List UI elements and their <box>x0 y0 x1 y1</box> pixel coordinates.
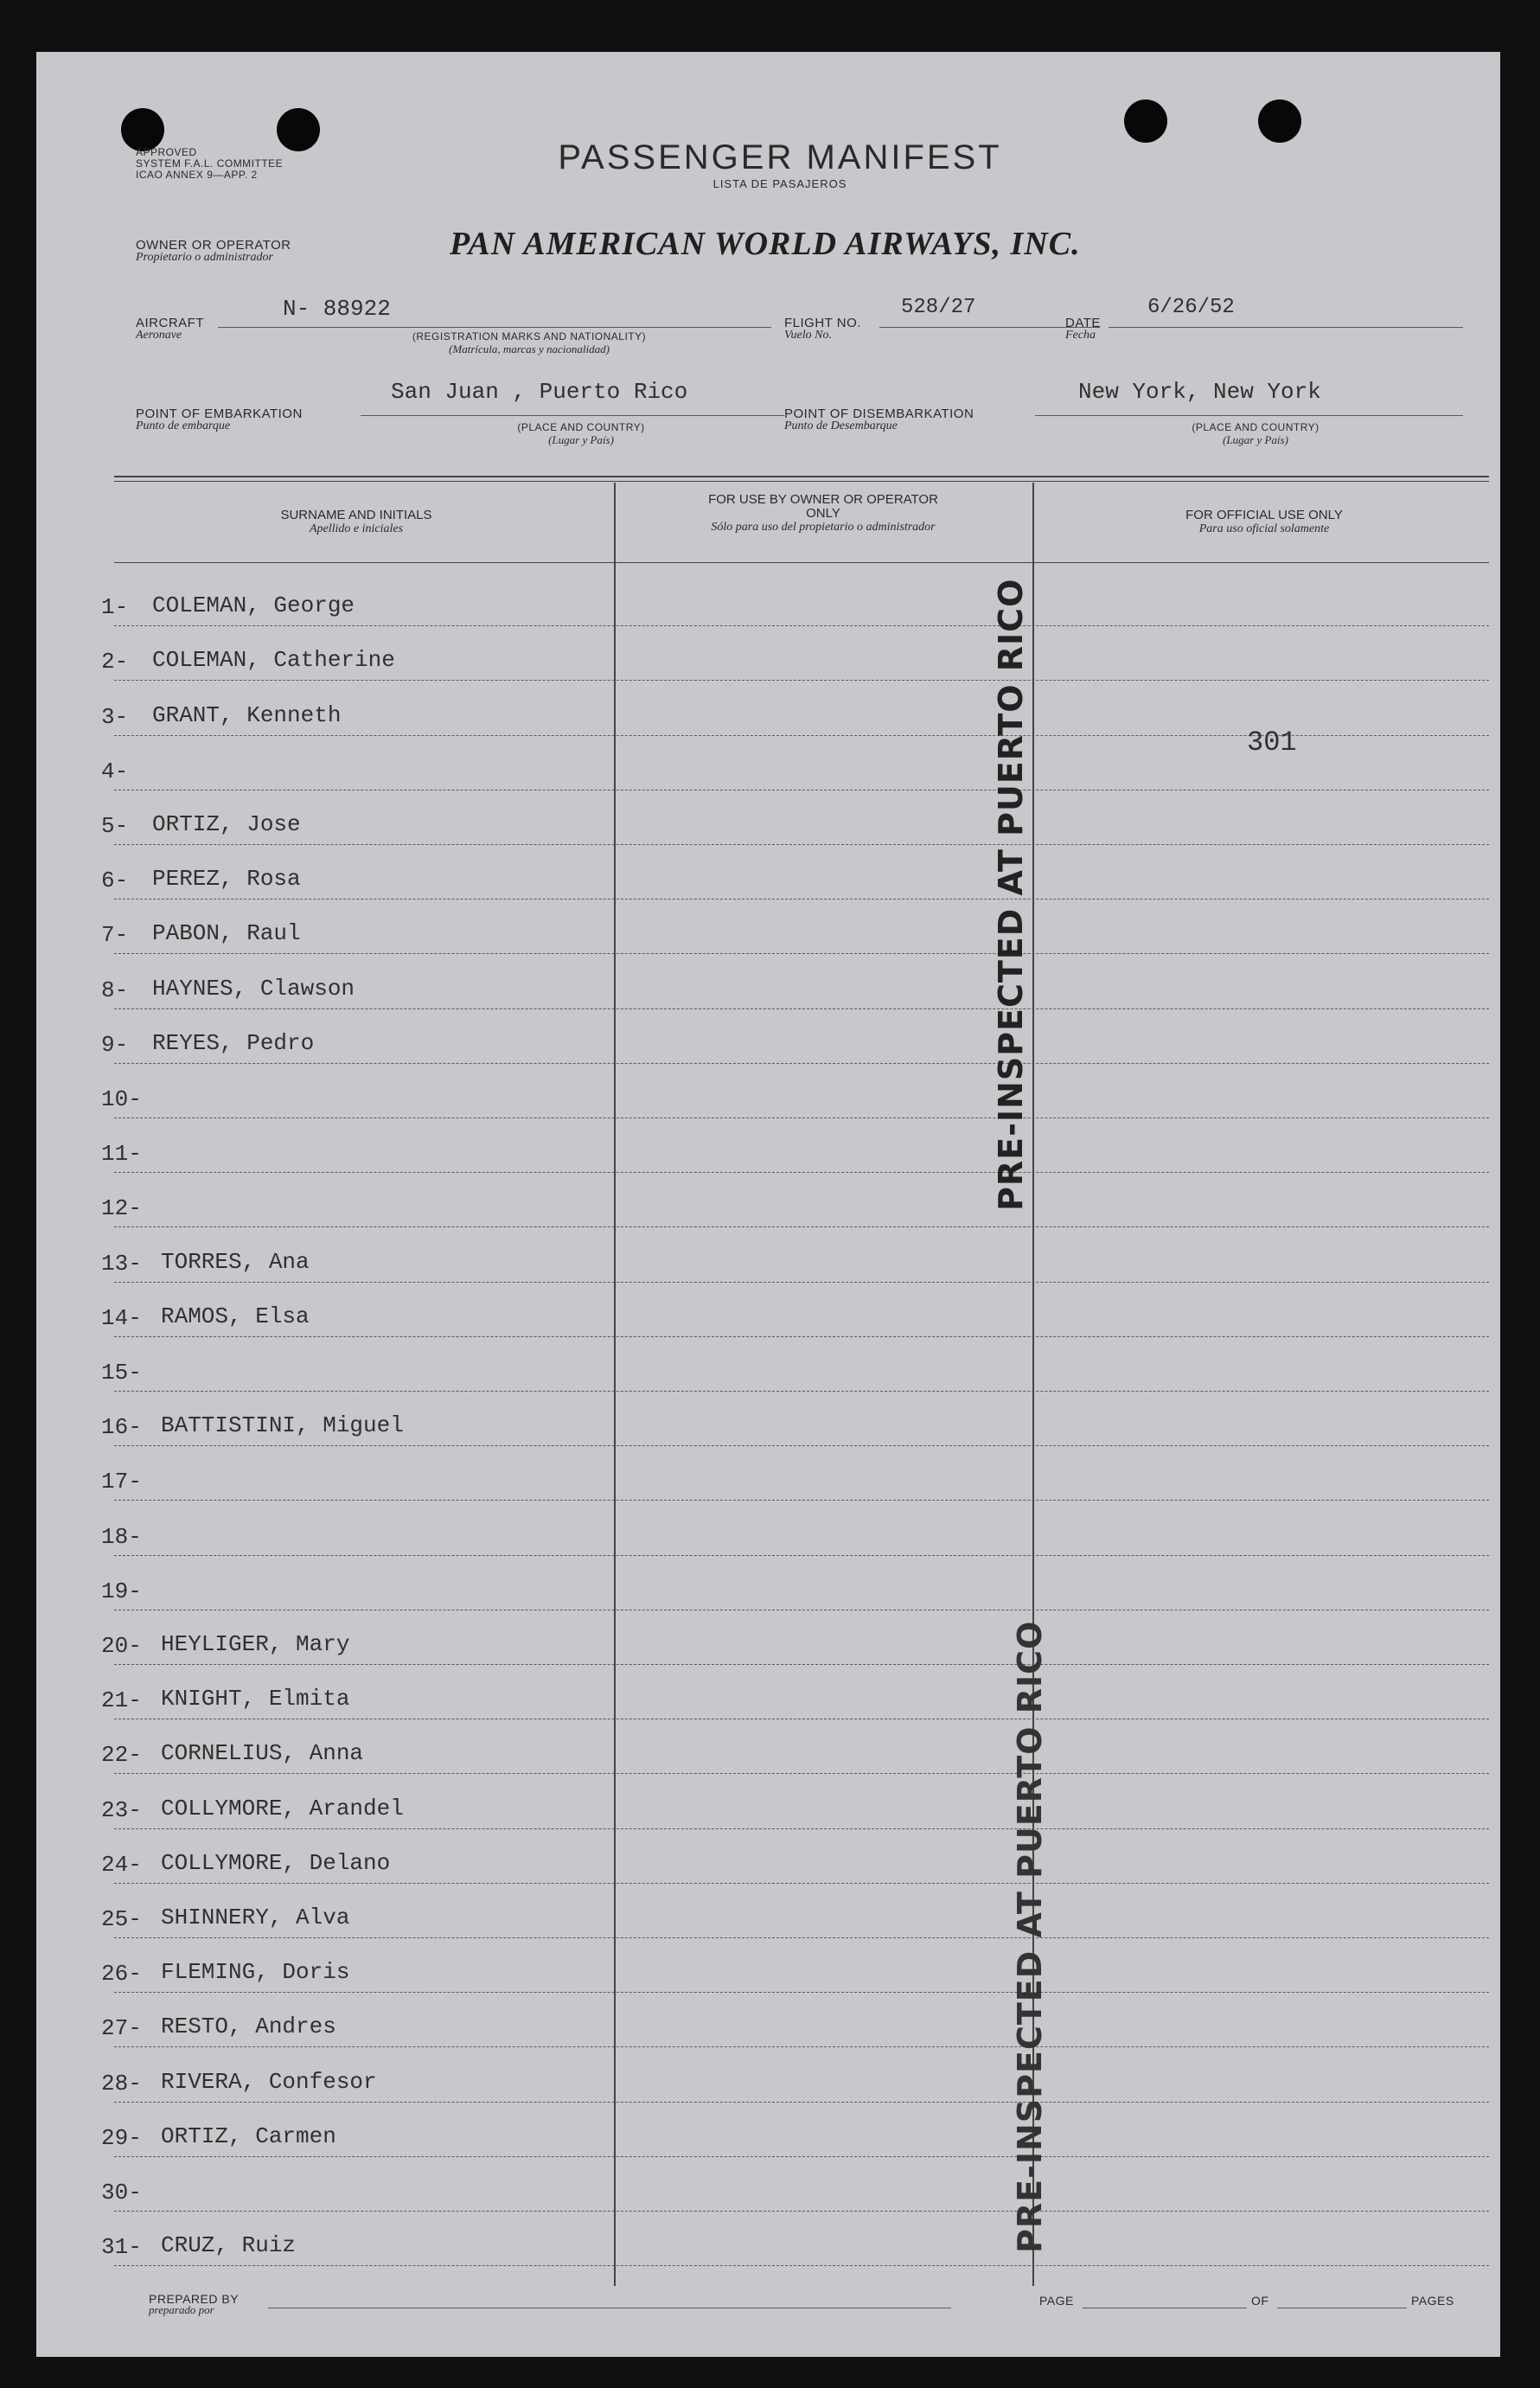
row-number: 8- <box>101 976 129 1003</box>
row-number: 19- <box>101 1578 142 1604</box>
column-header-official <box>1109 509 1420 536</box>
date-value: 6/26/52 <box>1147 296 1235 319</box>
column-header-text: SURNAME AND INITIALS <box>280 508 432 522</box>
table-top-rule-inner <box>114 481 1489 482</box>
row-number: 7- <box>101 922 129 949</box>
pages-label: PAGES <box>1411 2294 1454 2308</box>
page-title: PASSENGER MANIFEST <box>558 138 1002 176</box>
row-number: 28- <box>101 2070 142 2097</box>
row-number: 26- <box>101 1961 142 1988</box>
column-header-owner-use <box>693 493 953 535</box>
column-header-es: Apellido e iniciales <box>309 522 404 535</box>
column-header-text: FOR OFFICIAL USE ONLY <box>1185 508 1343 522</box>
column-header-es: Para uso oficial solamente <box>1198 522 1330 535</box>
disembark-label: POINT OF DISEMBARKATION <box>784 407 974 421</box>
passenger-name: COLEMAN, George <box>152 592 355 619</box>
row-number: 22- <box>101 1742 142 1769</box>
pre-inspection-stamp: PRE-INSPECTED AT PUERTO RICO <box>992 578 1030 1211</box>
row-number: 31- <box>101 2234 142 2261</box>
row-number: 25- <box>101 1906 142 1932</box>
passenger-name: FLEMING, Doris <box>161 1959 350 1986</box>
row-number: 20- <box>101 1633 142 1659</box>
disembark-label-block <box>784 407 974 433</box>
row-rule <box>114 2265 1489 2266</box>
column-divider <box>614 483 616 2286</box>
passenger-name: RIVERA, Confesor <box>161 2068 377 2095</box>
aircraft-label-block <box>136 316 204 343</box>
row-number: 11- <box>101 1141 142 1168</box>
punch-hole <box>1124 99 1167 143</box>
table-header-rule <box>114 562 1489 563</box>
date-label-block <box>1065 316 1101 343</box>
row-number: 18- <box>101 1523 142 1550</box>
approval-block <box>136 147 283 181</box>
table-top-rule <box>114 476 1489 477</box>
row-rule <box>114 2102 1489 2103</box>
row-rule <box>114 2211 1489 2212</box>
pre-inspection-stamp: PRE-INSPECTED AT PUERTO RICO <box>1011 1620 1049 2253</box>
row-number: 15- <box>101 1360 142 1386</box>
of-label: OF <box>1251 2294 1269 2308</box>
passenger-name: REYES, Pedro <box>152 1029 315 1056</box>
punch-hole <box>1258 99 1301 143</box>
aircraft-label-es: Aeronave <box>136 329 182 342</box>
row-number: 24- <box>101 1851 142 1878</box>
official-note: 301 <box>1247 727 1297 759</box>
row-rule <box>114 1445 1489 1446</box>
row-rule <box>114 1282 1489 1283</box>
row-number: 4- <box>101 758 129 784</box>
row-rule <box>114 1664 1489 1665</box>
prepared-by-block <box>149 2292 239 2317</box>
place-note-es: (Lugar y País) <box>1223 433 1288 446</box>
registration-note <box>356 331 702 356</box>
disembark-underline <box>1035 415 1463 416</box>
date-label-es: Fecha <box>1065 329 1096 342</box>
prepared-by-label-es: preparado por <box>149 2303 214 2316</box>
row-rule <box>114 844 1489 845</box>
embark-place-note <box>469 422 693 447</box>
manifest-sheet <box>36 52 1500 2357</box>
row-rule <box>114 1336 1489 1337</box>
passenger-name: RESTO, Andres <box>161 2013 336 2040</box>
embark-underline <box>361 415 784 416</box>
owner-label: OWNER OR OPERATOR <box>136 238 291 253</box>
passenger-name: CORNELIUS, Anna <box>161 1740 364 1767</box>
passenger-name: KNIGHT, Elmita <box>161 1686 350 1713</box>
row-number: 6- <box>101 867 129 894</box>
disembark-label-es: Punto de Desembarque <box>784 419 898 432</box>
row-rule <box>114 1555 1489 1556</box>
registration-note-text: (REGISTRATION MARKS AND NATIONALITY) <box>412 330 647 343</box>
row-number: 3- <box>101 703 129 730</box>
place-note-text: (PLACE AND COUNTRY) <box>1192 421 1320 433</box>
flight-label: FLIGHT NO. <box>784 316 861 330</box>
punch-hole <box>277 108 320 151</box>
disembark-value: New York, New York <box>1078 379 1321 405</box>
passenger-name: SHINNERY, Alva <box>161 1905 350 1930</box>
embark-label: POINT OF EMBARKATION <box>136 407 303 421</box>
passenger-name: CRUZ, Ruiz <box>161 2232 297 2259</box>
place-note-text: (PLACE AND COUNTRY) <box>517 421 645 433</box>
row-rule <box>114 1828 1489 1829</box>
passenger-name: COLLYMORE, Delano <box>161 1849 391 1876</box>
row-number: 21- <box>101 1687 142 1714</box>
approval-line: SYSTEM F.A.L. COMMITTEE <box>136 157 284 170</box>
embark-label-block <box>136 407 303 433</box>
row-rule <box>114 1992 1489 1993</box>
row-rule <box>114 1773 1489 1774</box>
passenger-name: PABON, Raul <box>152 920 301 947</box>
embark-label-es: Punto de embarque <box>136 419 231 432</box>
place-note-es: (Lugar y País) <box>548 433 614 446</box>
approval-line: ICAO ANNEX 9—APP. 2 <box>136 169 258 181</box>
row-rule <box>114 1937 1489 1938</box>
passenger-name: HAYNES, Clawson <box>152 975 355 1002</box>
row-number: 23- <box>101 1796 142 1823</box>
row-number: 12- <box>101 1195 142 1222</box>
passenger-name: COLLYMORE, Arandel <box>161 1795 404 1821</box>
column-header-text: FOR USE BY OWNER OR OPERATOR ONLY <box>708 492 938 521</box>
passenger-name: GRANT, Kenneth <box>152 701 342 728</box>
passenger-name: PEREZ, Rosa <box>152 866 301 893</box>
flight-label-es: Vuelo No. <box>784 329 832 342</box>
row-rule <box>114 1008 1489 1009</box>
row-rule <box>114 1063 1489 1064</box>
row-rule <box>114 1500 1489 1501</box>
owner-label-es: Propietario o administrador <box>136 251 273 264</box>
row-number: 9- <box>101 1031 129 1058</box>
flight-label-block <box>784 316 861 343</box>
row-number: 30- <box>101 2180 142 2206</box>
aircraft-underline <box>218 327 771 328</box>
row-number: 5- <box>101 813 129 839</box>
passenger-name: ORTIZ, Jose <box>152 811 301 837</box>
passenger-name: RAMOS, Elsa <box>161 1303 310 1329</box>
date-label: DATE <box>1065 316 1101 330</box>
row-rule <box>114 1391 1489 1392</box>
operator-name: PAN AMERICAN WORLD AIRWAYS, INC. <box>450 226 1081 262</box>
column-header-surname <box>149 509 564 536</box>
row-number: 10- <box>101 1086 142 1112</box>
aircraft-label: AIRCRAFT <box>136 316 204 330</box>
row-number: 13- <box>101 1250 142 1277</box>
row-rule <box>114 899 1489 900</box>
row-number: 1- <box>101 594 129 621</box>
title-block <box>538 138 1022 190</box>
row-rule <box>114 1883 1489 1884</box>
passenger-name: BATTISTINI, Miguel <box>161 1412 404 1439</box>
row-number: 17- <box>101 1469 142 1495</box>
row-rule <box>114 680 1489 681</box>
aircraft-value: N- 88922 <box>283 296 391 322</box>
column-header-es: Sólo para uso del propietario o administrador <box>711 521 936 534</box>
row-rule <box>114 953 1489 954</box>
row-rule <box>114 2046 1489 2047</box>
passenger-name: ORTIZ, Carmen <box>161 2122 336 2149</box>
registration-note-es: (Matrícula, marcas y nacionalidad) <box>449 343 610 355</box>
punch-hole <box>121 108 164 151</box>
page-label: PAGE <box>1039 2294 1074 2308</box>
page-subtitle: LISTA DE PASAJEROS <box>712 177 847 190</box>
embark-value: San Juan , Puerto Rico <box>391 379 688 405</box>
row-number: 16- <box>101 1414 142 1441</box>
approval-line: APPROVED <box>136 146 197 158</box>
row-number: 27- <box>101 2015 142 2042</box>
row-rule <box>114 1117 1489 1118</box>
row-number: 2- <box>101 649 129 675</box>
date-underline <box>1109 327 1463 328</box>
row-rule <box>114 790 1489 791</box>
disembark-place-note <box>1143 422 1368 447</box>
row-rule <box>114 1172 1489 1173</box>
row-rule <box>114 1226 1489 1227</box>
row-rule <box>114 2156 1489 2157</box>
passenger-name: HEYLIGER, Mary <box>161 1631 350 1657</box>
owner-label-block <box>136 238 291 265</box>
row-number: 14- <box>101 1304 142 1331</box>
passenger-name: TORRES, Ana <box>161 1248 310 1275</box>
row-number: 29- <box>101 2124 142 2151</box>
row-rule <box>114 625 1489 626</box>
flight-value: 528/27 <box>901 296 976 319</box>
passenger-name: COLEMAN, Catherine <box>152 647 395 674</box>
prepared-by-label: PREPARED BY <box>149 2292 240 2306</box>
